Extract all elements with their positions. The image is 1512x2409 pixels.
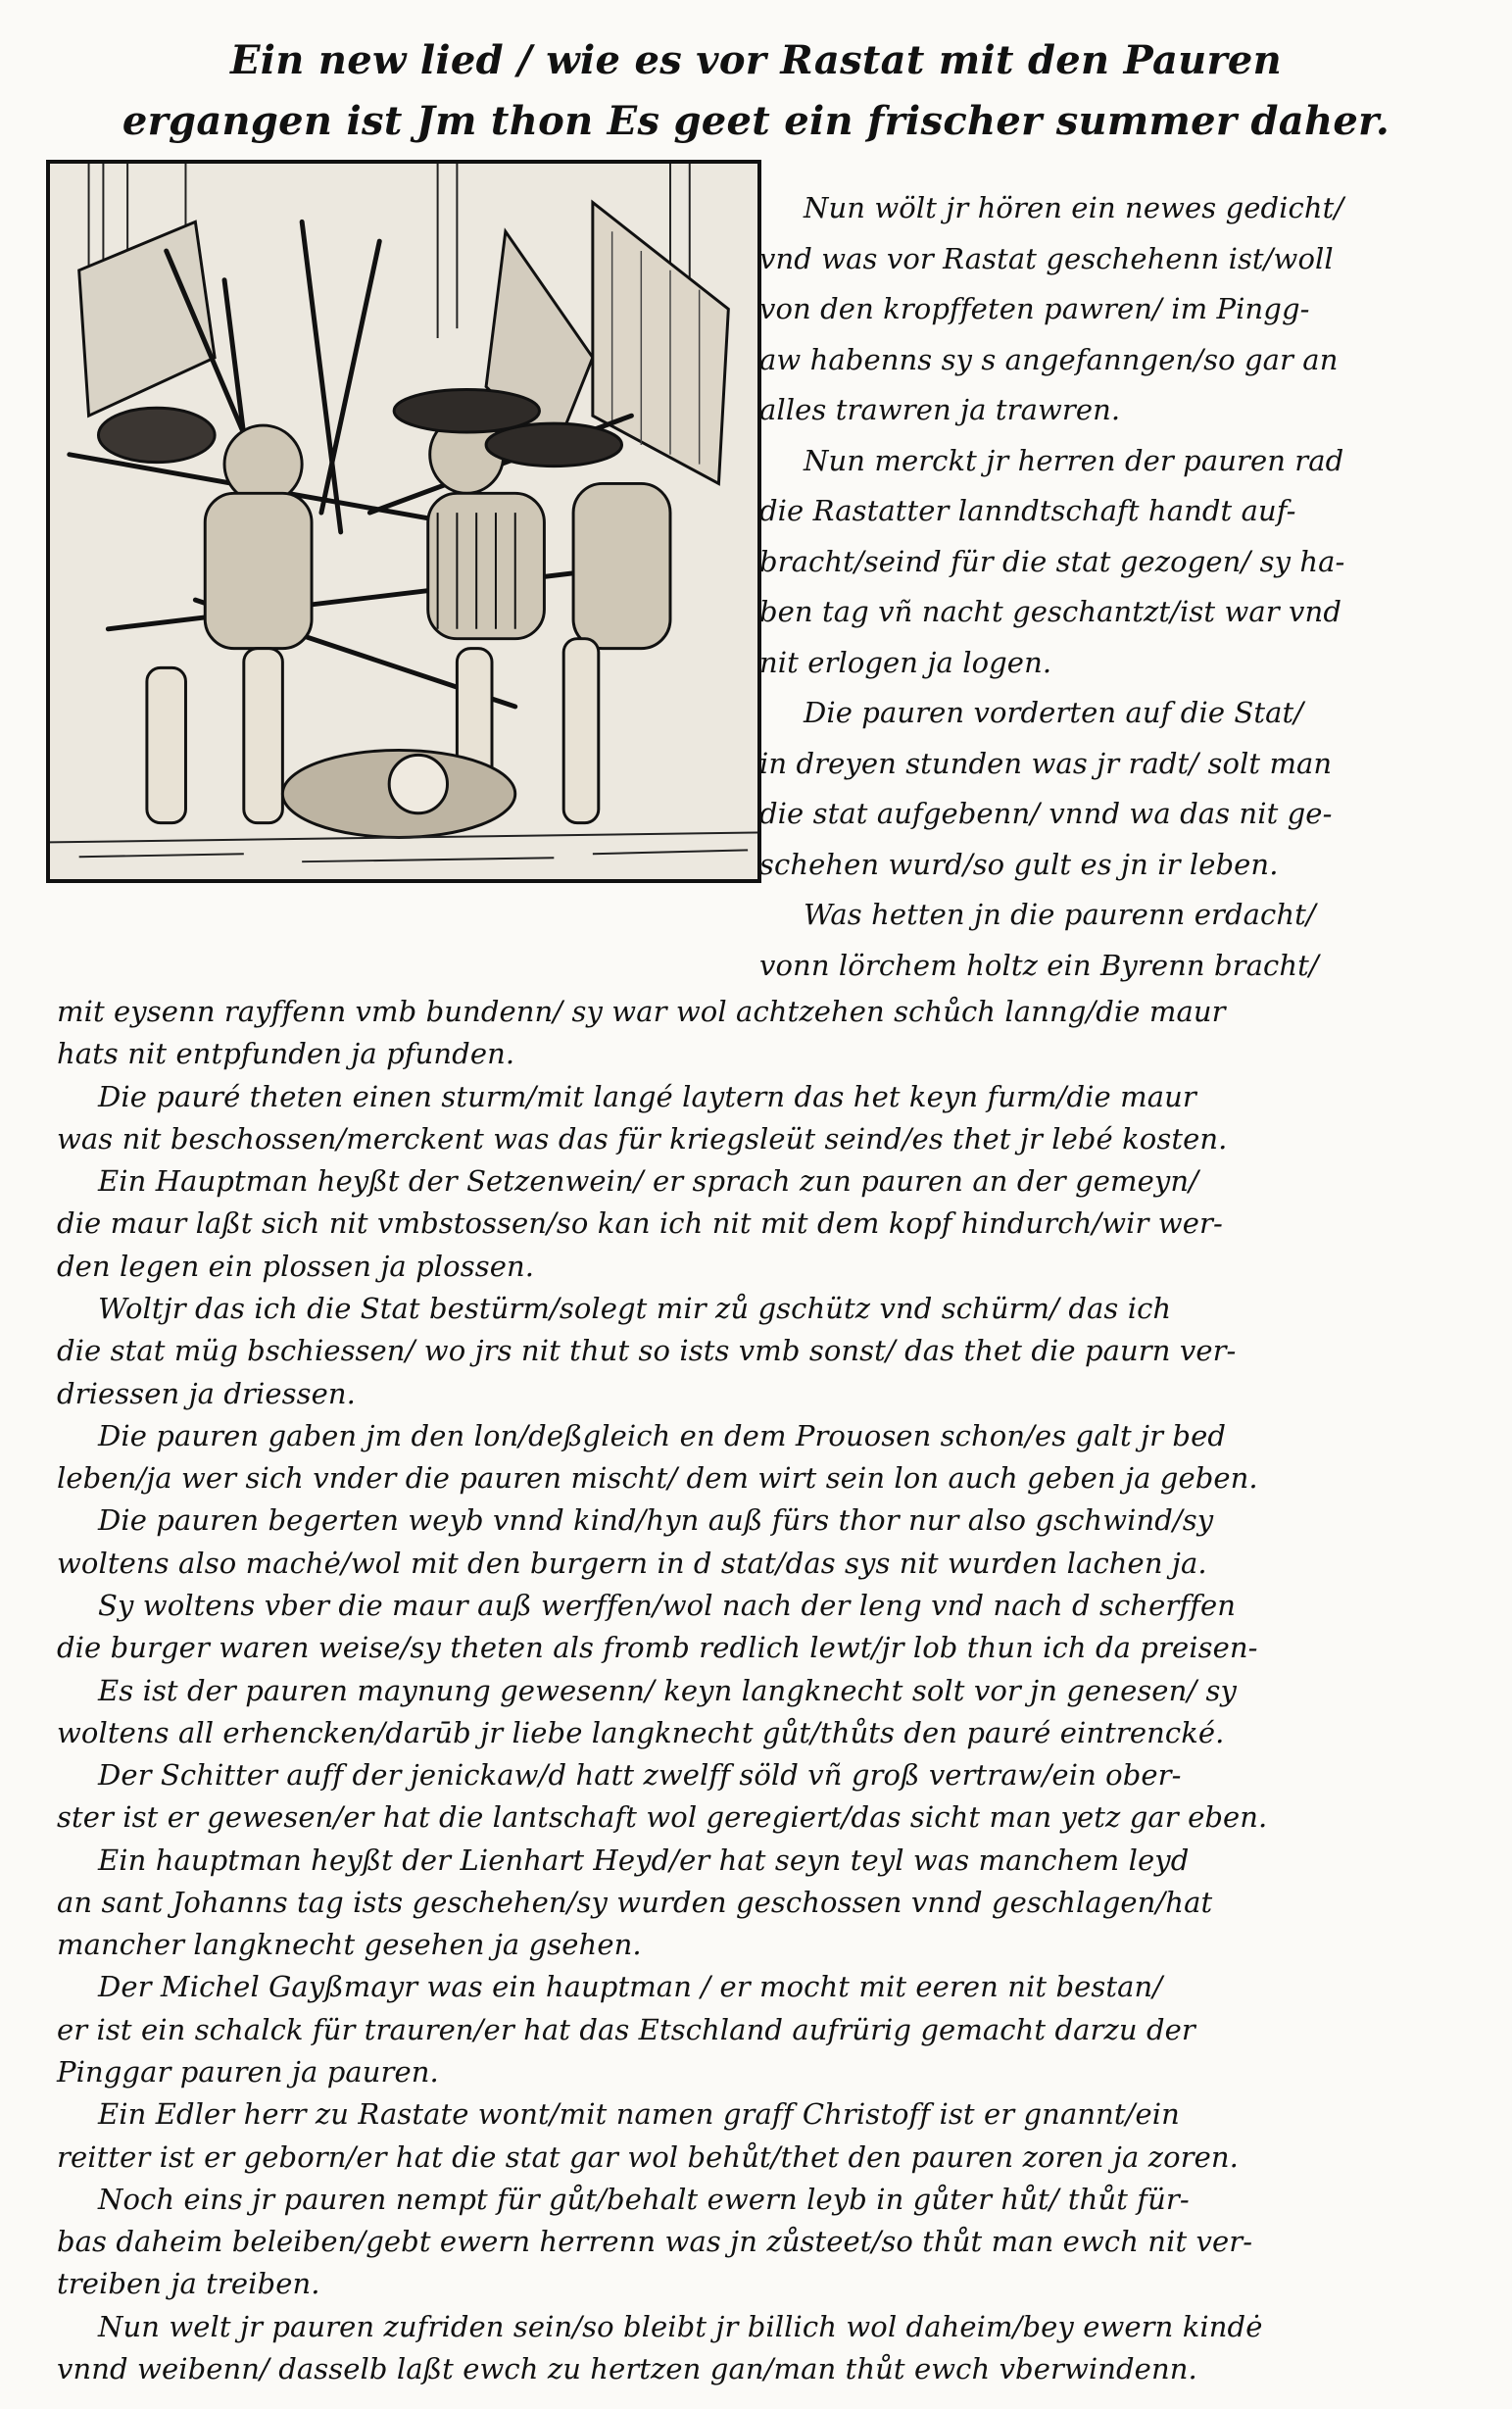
- poem-line: ster ist er gewesen/er hat die lantschaft wol geregiert/das sicht man yetz gar eben.: [57, 1800, 1268, 1835]
- poem-line: Die pauren gaben jm den lon/deßgleich en dem Prouosen schon/es galt jr bed: [98, 1418, 1227, 1452]
- poem-line: ben tag vñ nacht geschantzt/ist war vnd: [759, 595, 1341, 628]
- woodcut-drawing: [50, 164, 757, 879]
- poem-line: die stat müg bschiessen/ wo jrs nit thut so ists vmb sonst/ das thet die paurn ver-: [57, 1334, 1237, 1368]
- poem-line: Der Schitter auff der jenickaw/d hatt zwelff söld vñ groß vertraw/ein ober-: [98, 1758, 1182, 1793]
- poem-line: Die pauren begerten weyb vnnd kind/hyn auß fürs thor nur also gschwind/sy: [98, 1503, 1214, 1538]
- poem-line: driessen ja driessen.: [57, 1376, 356, 1410]
- poem-line: Ein hauptman heyßt der Lienhart Heyd/er hat seyn teyl was manchem leyd: [98, 1843, 1190, 1877]
- title-line-2: ergangen ist Jm thon Es geet ein frischer summer daher.: [122, 98, 1390, 144]
- poem-line: Sy woltens vber die maur auß werffen/wol nach der leng vnd nach d scherffen: [98, 1588, 1236, 1622]
- poem-line: nit erlogen ja logen.: [759, 645, 1052, 679]
- poem-line: aw habenns sy s angefanngen/so gar an: [759, 342, 1339, 376]
- poem-line: die stat aufgebenn/ vnnd wa das nit ge-: [759, 797, 1333, 830]
- poem-line: Die pauren vorderten auf die Stat/: [804, 696, 1304, 729]
- poem-line: Die pauré theten einen sturm/mit langé laytern das het keyn furm/die maur: [98, 1079, 1196, 1113]
- poem-line: die burger waren weise/sy theten als fromb redlich lewt/jr lob thun ich da preisen-: [57, 1631, 1258, 1665]
- poem-line: von den kropffeten pawren/ im Pingg-: [759, 292, 1310, 325]
- poem-line: bas daheim beleiben/gebt ewern herrenn was jn zůsteet/so thůt man ewch nit ver-: [57, 2225, 1253, 2259]
- poem-line: vnd was vor Rastat geschehenn ist/woll: [759, 241, 1334, 275]
- poem-line: alles trawren ja trawren.: [759, 393, 1121, 426]
- woodcut-battle-scene-image: [46, 160, 761, 883]
- poem-line: bracht/seind für die stat gezogen/ sy ha-: [759, 544, 1345, 578]
- poem-line: Nun merckt jr herren der pauren rad: [804, 443, 1344, 477]
- poem-line: woltens also machė/wol mit den burgern in d stat/das sys nit wurden lachen ja.: [57, 1546, 1207, 1580]
- poem-line: die maur laßt sich nit vmbstossen/so kan ich nit mit dem kopf hindurch/wir wer-: [57, 1206, 1223, 1241]
- poem-line: Pinggar pauren ja pauren.: [57, 2055, 439, 2089]
- poem-line: mancher langknecht gesehen ja gsehen.: [57, 1928, 642, 1962]
- poem-line: leben/ja wer sich vnder die pauren mischt/ dem wirt sein lon auch geben ja geben.: [57, 1461, 1258, 1496]
- poem-line: den legen ein plossen ja plossen.: [57, 1249, 535, 1283]
- poem-line: treiben ja treiben.: [57, 2267, 320, 2301]
- poem-line: Es ist der pauren maynung gewesenn/ keyn langknecht solt vor jn genesen/ sy: [98, 1673, 1238, 1707]
- poem-line: hats nit entpfunden ja pfunden.: [57, 1037, 515, 1071]
- title-line-1: Ein new lied / wie es vor Rastat mit den Pauren: [229, 37, 1283, 83]
- poem-line: mit eysenn rayffenn vmb bundenn/ sy war wol achtzehen schůch lanng/die maur: [57, 995, 1226, 1028]
- poem-line: Was hetten jn die paurenn erdacht/: [804, 898, 1316, 931]
- poem-line: die Rastatter lanndtschaft handt auf-: [759, 494, 1296, 527]
- poem-line: schehen wurd/so gult es jn ir leben.: [759, 847, 1279, 881]
- poem-line: vonn lörchem holtz ein Byrenn bracht/: [759, 948, 1319, 982]
- poem-line: reitter ist er geborn/er hat die stat gar wol behůt/thet den pauren zoren ja zoren.: [57, 2139, 1239, 2174]
- poem-line: Nun wölt jr hören ein newes gedicht/: [804, 191, 1344, 224]
- poem-line: was nit beschossen/merckent was das für kriegsleüt seind/es thet jr lebé kosten.: [57, 1121, 1228, 1155]
- poem-line: Ein Edler herr zu Rastate wont/mit namen graff Christoff ist er gnannt/ein: [98, 2097, 1180, 2132]
- poem-line: an sant Johanns tag ists geschehen/sy wurden geschossen vnnd geschlagen/hat: [57, 1885, 1213, 1919]
- poem-line: Noch eins jr pauren nempt für gůt/behalt ewern leyb in gůter hůt/ thůt für-: [98, 2182, 1190, 2216]
- poem-line: in dreyen stunden was jr radt/ solt man: [759, 746, 1333, 780]
- poem-line: Der Michel Gayßmayr was ein hauptman / er mocht mit eeren nit bestan/: [98, 1970, 1163, 2004]
- poem-line: Woltjr das ich die Stat bestürm/solegt mir zů gschütz vnd schürm/ das ich: [98, 1291, 1172, 1325]
- poem-line: er ist ein schalck für trauren/er hat das Etschland aufrürig gemacht darzu der: [57, 2012, 1195, 2046]
- poem-line: Ein Hauptman heyßt der Setzenwein/ er sprach zun pauren an der gemeyn/: [98, 1164, 1198, 1199]
- poem-line: woltens all erhencken/darūb jr liebe langknecht gůt/thůts den pauré eintrencké.: [57, 1715, 1225, 1749]
- poem-line: vnnd weibenn/ dasselb laßt ewch zu hertzen gan/man thůt ewch vberwindenn.: [57, 2352, 1197, 2385]
- poem-line: Nun welt jr pauren zufriden sein/so bleibt jr billich wol daheim/bey ewern kindė: [98, 2309, 1263, 2343]
